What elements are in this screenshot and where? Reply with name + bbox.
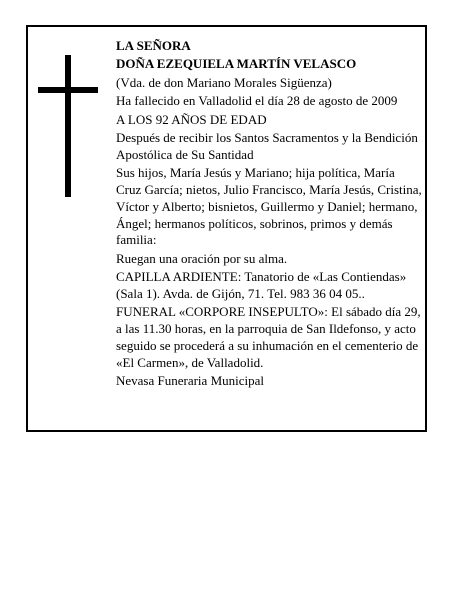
deceased-name: DOÑA EZEQUIELA MARTÍN VELASCO — [116, 56, 357, 72]
family-paragraph: Sus hijos, María Jesús y Mariano; hija política, María Cruz García; nietos, Julio Francisco, María Jesús, Cristina, Víctor y Alberto; bisnietos, Guillermo y Daniel; hermano, Ángel; hermanos políticos, sobrinos, primos y demás familia: — [116, 165, 422, 248]
cross-horizontal-bar — [38, 87, 98, 93]
death-info-line: Ha fallecido en Valladolid el día 28 de agosto de 2009 — [116, 93, 398, 109]
prayer-line: Ruegan una oración por su alma. — [116, 250, 288, 266]
obituary-text — [116, 38, 422, 391]
cross-vertical-bar — [65, 55, 71, 197]
sacraments-paragraph: Después de recibir los Santos Sacramentos y la Bendición Apostólica de Su Santidad — [116, 129, 418, 162]
notice-title-line1: LA SEÑORA — [116, 38, 191, 53]
funeral-home-line: Nevasa Funeraria Municipal — [116, 373, 265, 389]
age-line: A LOS 92 AÑOS DE EDAD — [116, 111, 267, 127]
widow-of-line: (Vda. de don Mariano Morales Sigüenza) — [116, 74, 332, 90]
funeral-paragraph: FUNERAL «CORPORE INSEPULTO»: El sábado día 29, a las 11.30 horas, en la parroquia de San Ildefonso, y acto seguido se procederá a su inhumación en el cementerio de «El Carmen», de Valladolid. — [116, 304, 421, 370]
cross-icon — [38, 55, 98, 197]
chapel-paragraph: CAPILLA ARDIENTE: Tanatorio de «Las Contiendas» (Sala 1). Avda. de Gijón, 71. Tel. 983 36 04 05.. — [116, 269, 407, 301]
